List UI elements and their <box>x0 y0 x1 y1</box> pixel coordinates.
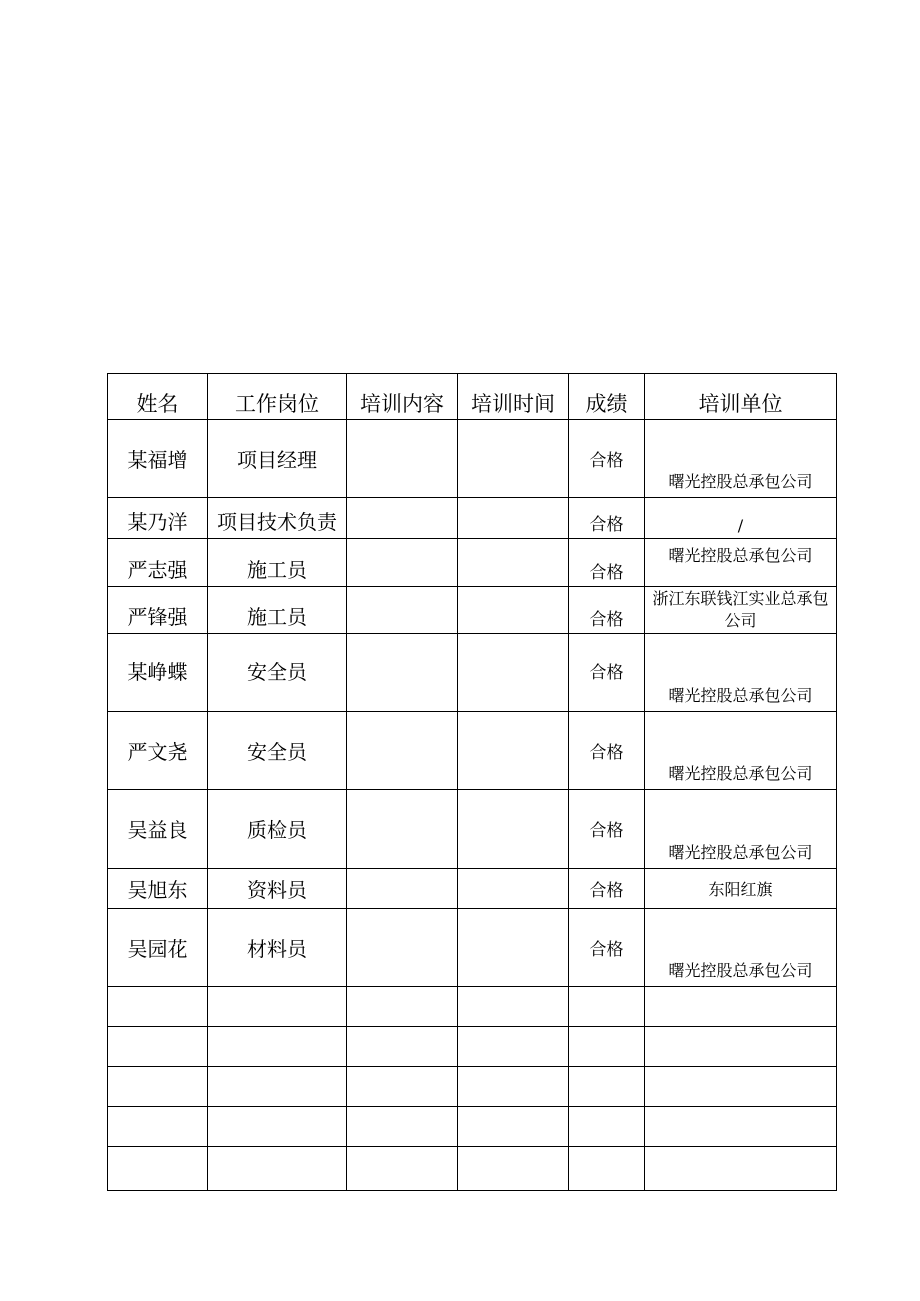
cell-content <box>347 587 458 634</box>
table-row-empty <box>108 1027 837 1067</box>
empty-cell <box>569 1107 645 1147</box>
cell-result: 合格 <box>569 420 645 498</box>
empty-cell <box>458 1147 569 1191</box>
cell-result: 合格 <box>569 790 645 869</box>
cell-time <box>458 634 569 712</box>
cell-name: 吴旭东 <box>108 869 208 909</box>
empty-cell <box>458 1107 569 1147</box>
cell-position: 项目技术负责 <box>208 498 347 539</box>
cell-name: 严文尧 <box>108 712 208 790</box>
table-row <box>108 712 837 790</box>
header-time: 培训时间 <box>458 374 569 420</box>
empty-cell <box>108 1067 208 1107</box>
empty-cell <box>645 1147 837 1191</box>
cell-name: 吴益良 <box>108 790 208 869</box>
table-row <box>108 909 837 987</box>
cell-result: 合格 <box>569 587 645 634</box>
cell-time <box>458 539 569 587</box>
table-row <box>108 634 837 712</box>
cell-position: 材料员 <box>208 909 347 987</box>
empty-cell <box>208 1067 347 1107</box>
cell-unit: 曙光控股总承包公司 <box>645 909 837 987</box>
empty-cell <box>108 1027 208 1067</box>
cell-content <box>347 539 458 587</box>
empty-cell <box>208 1027 347 1067</box>
cell-result: 合格 <box>569 634 645 712</box>
cell-time <box>458 869 569 909</box>
empty-cell <box>569 1067 645 1107</box>
empty-cell <box>645 987 837 1027</box>
table-row-empty <box>108 1107 837 1147</box>
empty-cell <box>645 1107 837 1147</box>
cell-unit: 曙光控股总承包公司 <box>645 634 837 712</box>
header-unit: 培训单位 <box>645 374 837 420</box>
cell-unit: 东阳红旗 <box>645 869 837 909</box>
empty-cell <box>347 1067 458 1107</box>
cell-result: 合格 <box>569 712 645 790</box>
cell-position: 资料员 <box>208 869 347 909</box>
cell-position: 施工员 <box>208 587 347 634</box>
empty-cell <box>458 987 569 1027</box>
cell-result: 合格 <box>569 909 645 987</box>
header-name: 姓名 <box>108 374 208 420</box>
cell-content <box>347 790 458 869</box>
cell-content <box>347 869 458 909</box>
table-row-empty <box>108 987 837 1027</box>
cell-time <box>458 587 569 634</box>
cell-content <box>347 634 458 712</box>
empty-cell <box>208 987 347 1027</box>
cell-time <box>458 420 569 498</box>
empty-cell <box>208 1147 347 1191</box>
cell-position: 安全员 <box>208 634 347 712</box>
table-row <box>108 790 837 869</box>
cell-time <box>458 790 569 869</box>
empty-cell <box>347 1107 458 1147</box>
empty-cell <box>347 1027 458 1067</box>
empty-cell <box>645 1067 837 1107</box>
cell-unit: 曙光控股总承包公司 <box>645 539 837 587</box>
header-result: 成绩 <box>569 374 645 420</box>
training-record-table <box>107 373 837 1191</box>
cell-name: 吴园花 <box>108 909 208 987</box>
cell-result: 合格 <box>569 539 645 587</box>
empty-cell <box>347 987 458 1027</box>
empty-cell <box>458 1027 569 1067</box>
cell-name: 某峥蝶 <box>108 634 208 712</box>
empty-cell <box>208 1107 347 1147</box>
cell-name: 严志强 <box>108 539 208 587</box>
table-row <box>108 498 837 539</box>
cell-unit: 浙江东联钱江实业总承包公司 <box>645 587 837 634</box>
cell-unit: 曙光控股总承包公司 <box>645 712 837 790</box>
cell-position: 项目经理 <box>208 420 347 498</box>
empty-cell <box>569 1147 645 1191</box>
cell-unit: 曙光控股总承包公司 <box>645 790 837 869</box>
empty-cell <box>347 1147 458 1191</box>
cell-time <box>458 712 569 790</box>
empty-cell <box>108 1147 208 1191</box>
table-row <box>108 869 837 909</box>
cell-result: 合格 <box>569 869 645 909</box>
cell-time <box>458 909 569 987</box>
header-content: 培训内容 <box>347 374 458 420</box>
cell-content <box>347 712 458 790</box>
cell-content <box>347 909 458 987</box>
cell-unit: / <box>645 498 837 539</box>
table-row-empty <box>108 1067 837 1107</box>
cell-name: 某乃洋 <box>108 498 208 539</box>
cell-unit: 曙光控股总承包公司 <box>645 420 837 498</box>
empty-cell <box>645 1027 837 1067</box>
table-row <box>108 587 837 634</box>
table-row <box>108 539 837 587</box>
cell-position: 施工员 <box>208 539 347 587</box>
table-row-empty <box>108 1147 837 1191</box>
cell-content <box>347 498 458 539</box>
table-header-row <box>108 374 837 420</box>
empty-cell <box>569 987 645 1027</box>
cell-result: 合格 <box>569 498 645 539</box>
cell-position: 质检员 <box>208 790 347 869</box>
empty-cell <box>108 1107 208 1147</box>
cell-time <box>458 498 569 539</box>
empty-cell <box>458 1067 569 1107</box>
cell-name: 某福增 <box>108 420 208 498</box>
empty-cell <box>108 987 208 1027</box>
cell-position: 安全员 <box>208 712 347 790</box>
cell-name: 严锋强 <box>108 587 208 634</box>
table-row <box>108 420 837 498</box>
header-position: 工作岗位 <box>208 374 347 420</box>
cell-content <box>347 420 458 498</box>
empty-cell <box>569 1027 645 1067</box>
